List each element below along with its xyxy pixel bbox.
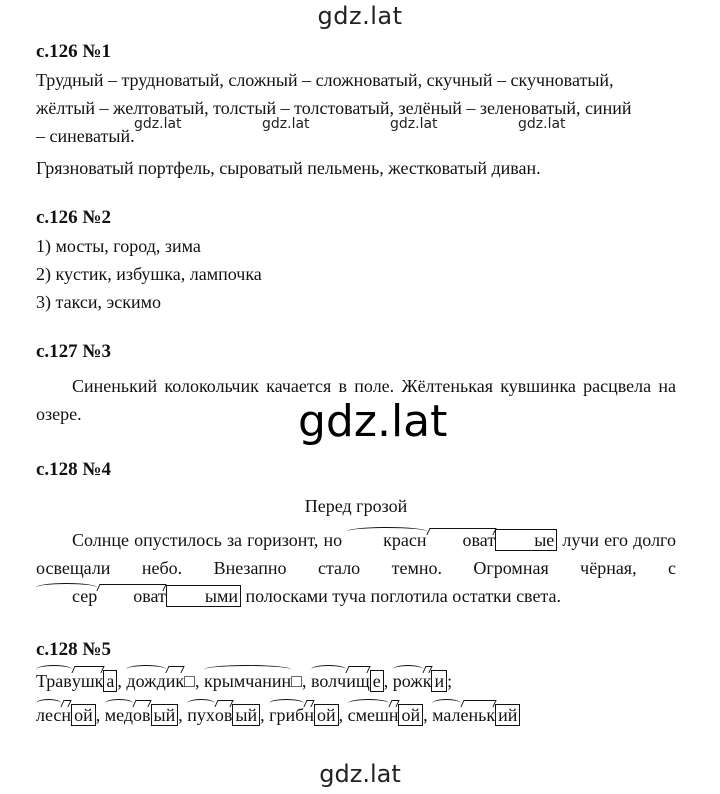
task1-line: – синеватый. [36, 126, 135, 146]
morph-word: сер оват ыми [36, 586, 241, 606]
task1-heading: с.126 №1 [36, 41, 112, 62]
morph-word: волчищ е , [311, 671, 393, 691]
task2-item: 3) такси, эскимо [36, 292, 161, 312]
morph-word: медов ый , [105, 705, 188, 725]
watermark-big: gdz.lat [298, 396, 448, 447]
task1-line: Грязноватый портфель, сыроватый пельмень, жестковатый диван. [36, 158, 541, 178]
task5-row1 [36, 664, 676, 698]
document-body [36, 38, 676, 732]
morph-word: пухов ый , [187, 705, 269, 725]
watermark-top: gdz.lat [317, 2, 403, 30]
morph-word: маленьк ий [432, 705, 520, 725]
task4-title: Перед грозой [304, 496, 408, 516]
morph-word: грибн ой , [269, 705, 347, 725]
morph-word: дождик□, [126, 671, 204, 691]
task5-row2 [36, 698, 676, 732]
morph-word: красн оват ые [347, 530, 557, 550]
morph-word: рожк и ; [393, 671, 452, 691]
watermark-small: gdz.lat [518, 116, 566, 132]
watermark-small: gdz.lat [390, 116, 438, 132]
watermark-bottom: gdz.lat [319, 760, 401, 788]
task4-text: Солнце опустилось за горизонт, но красн оват ые лучи его долго освещали небо. Внезапно стало темно. Огромная чёрная, с сер оват ыми полосками туча поглотила остатки света. [36, 526, 676, 610]
watermark-small: gdz.lat [134, 116, 182, 132]
task4-heading: с.128 №4 [36, 459, 112, 480]
watermark-small: gdz.lat [262, 116, 310, 132]
morph-word: крымчанин□, [204, 671, 311, 691]
task2-heading: с.126 №2 [36, 207, 112, 228]
morph-word: смешн ой , [348, 705, 433, 725]
task3-text: Синенький колокольчик качается в поле. Жёлтенькая кувшинка расцвела на озере. [36, 376, 676, 424]
morph-word: Травушк а , [36, 671, 126, 691]
task1-line: Трудный – трудноватый, сложный – сложноватый, скучный – скучноватый, [36, 70, 614, 90]
task3-heading: с.127 №3 [36, 341, 112, 362]
morph-word: лесн ой , [36, 705, 105, 725]
task1-line: жёлтый – желтоватый, толстый – толстоватый, зелёный – зеленоватый, синий [36, 98, 632, 118]
task5-heading: с.128 №5 [36, 639, 112, 660]
task2-item: 1) мосты, город, зима [36, 236, 201, 256]
task2-item: 2) кустик, избушка, лампочка [36, 264, 262, 284]
